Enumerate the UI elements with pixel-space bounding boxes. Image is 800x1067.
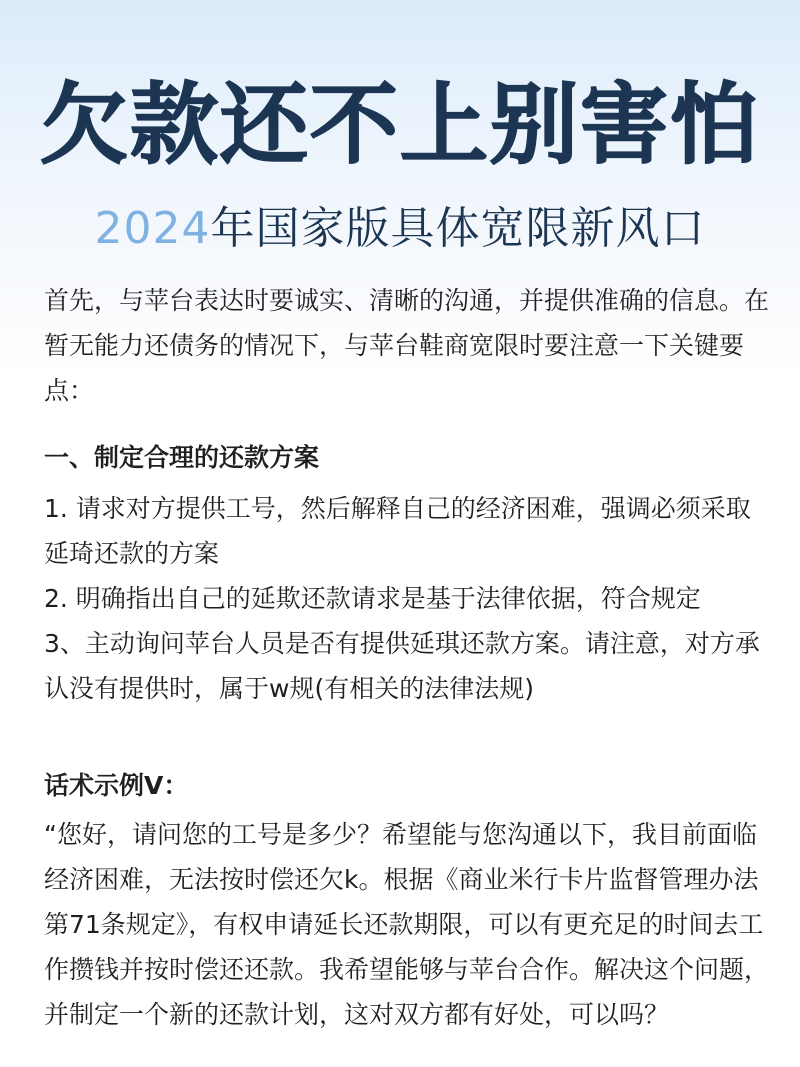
page-title: 欠款还不上别害怕 [39,73,760,176]
list-item: 3、主动询问苹台人员是否有提供延琪还款方案。请注意，对方承认没有提供时，属于w规(有相关的法律法规) [44,629,760,703]
script-example-paragraph: “您好，请问您的工号是多少？希望能与您沟通以下，我目前面临经济困难，无法按时偿还欠k。根据《商业米行卡片监督管理办法第71条规定》，有权申请延长还款期限，可以有更充足的时间去工作攒钱并按时偿还还款。我希望能够与苹台合作。解决这个问题，并制定一个新的还款计划，这对双方都有好处，可以吗？ [44,820,770,1029]
list-item: 1. 请求对方提供工号，然后解释自己的经济困难，强调必须采取延琦还款的方案 [44,494,751,568]
section-heading-script-example: 话术示例V： [44,771,189,800]
subtitle-year: 2024 [94,203,211,254]
section-heading-repayment-plan: 一、制定合理的还款方案 [44,443,320,472]
intro-paragraph: 首先，与苹台表达时要诚实、清晰的沟通，并提供准确的信息。在暂无能力还债务的情况下，与苹台鞋商宽限时要注意一下关键要点： [44,286,770,405]
article-body [44,278,774,1037]
subtitle-text: 年国家版具体宽限新风口 [210,203,706,254]
page-subtitle [0,199,800,259]
list-item: 2. 明确指出自己的延欺还款请求是基于法律依据，符合规定 [44,584,701,613]
